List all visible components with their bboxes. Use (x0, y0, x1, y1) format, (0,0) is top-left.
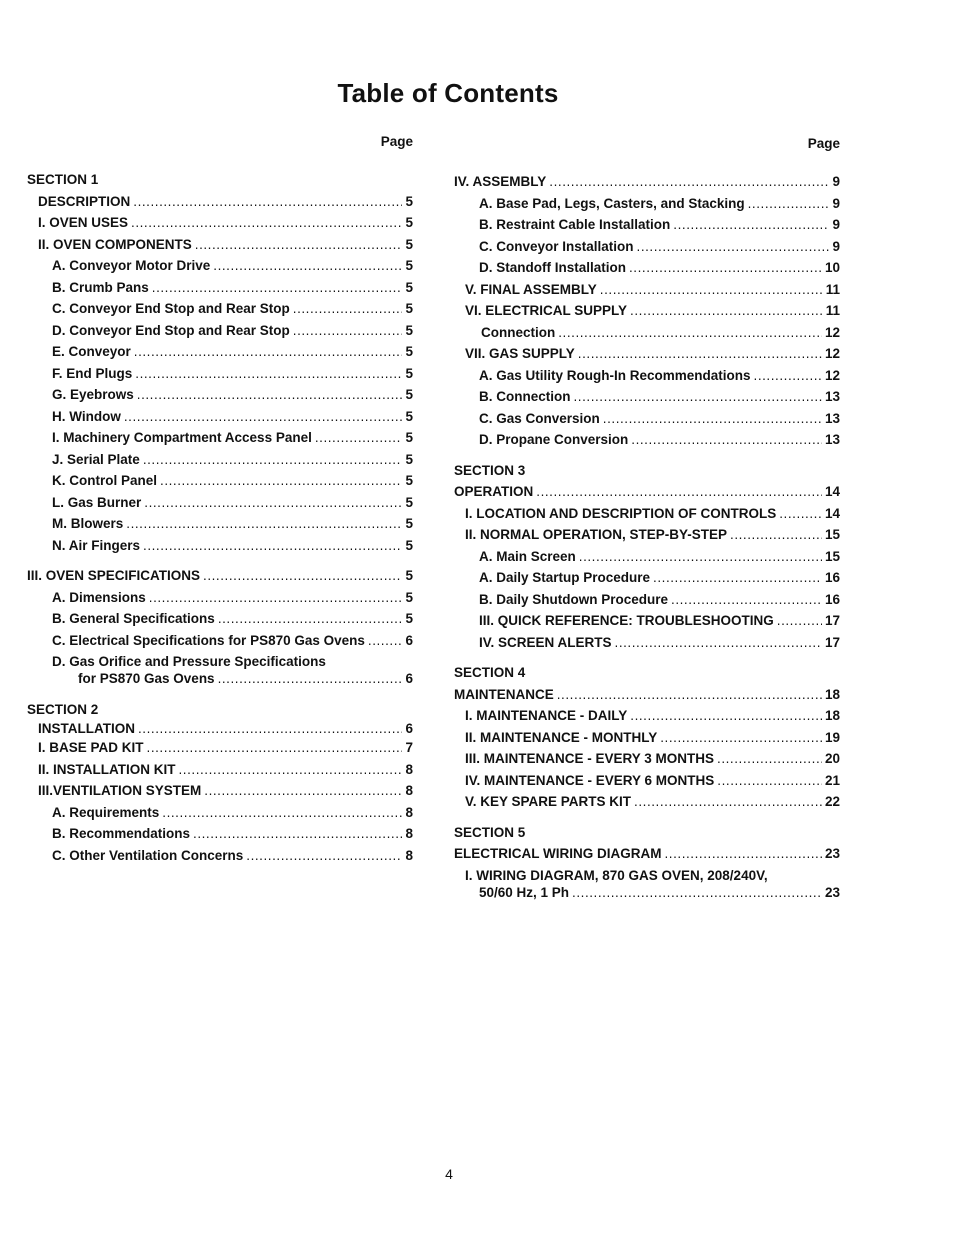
toc-entry[interactable] (27, 427, 413, 449)
toc-entry-page: 5 (405, 322, 413, 338)
toc-entry-page: 21 (824, 772, 840, 788)
toc-entry-page: 5 (405, 473, 413, 488)
toc-entry-page: 10 (824, 260, 840, 275)
toc-entry-label: E. Conveyor (52, 344, 131, 359)
toc-entry-page: 17 (824, 634, 840, 650)
toc-entry-page: 14 (824, 484, 840, 499)
toc-entry-label: IV. ASSEMBLY (454, 174, 547, 189)
toc-entry[interactable] (27, 587, 413, 609)
toc-entry[interactable] (27, 823, 413, 845)
dot-leader (630, 705, 822, 727)
dot-leader (149, 587, 403, 609)
toc-entry[interactable] (454, 843, 840, 865)
toc-entry-label: C. Conveyor End Stop and Rear Stop (52, 301, 290, 316)
toc-entry-page: 23 (824, 884, 840, 900)
toc-entry-label: A. Dimensions (52, 589, 146, 605)
toc-entry-first-line[interactable]: I. WIRING DIAGRAM, 870 GAS OVEN, 208/240V, (465, 867, 768, 883)
toc-entry[interactable] (454, 589, 840, 611)
toc-entry[interactable] (27, 255, 413, 277)
toc-entry-page: 5 (405, 258, 413, 273)
dot-leader (131, 212, 402, 234)
dot-leader (603, 408, 822, 430)
toc-entry-label: MAINTENANCE (454, 686, 554, 702)
toc-entry[interactable] (27, 668, 413, 690)
toc-entry[interactable] (454, 567, 840, 589)
dot-leader (204, 780, 402, 802)
dot-leader (134, 341, 403, 363)
toc-entry[interactable] (27, 630, 413, 652)
toc-entry[interactable] (454, 748, 840, 770)
toc-entry-page: 5 (405, 193, 413, 209)
toc-entry-label: I. OVEN USES (38, 215, 129, 230)
dot-leader (634, 791, 822, 813)
dot-leader (615, 632, 822, 654)
toc-entry-page: 12 (824, 346, 840, 361)
toc-entry[interactable] (27, 212, 413, 234)
toc-entry-label: B. Crumb Pans (52, 279, 149, 295)
toc-entry[interactable] (27, 492, 413, 514)
dot-leader (126, 513, 402, 535)
toc-entry-label: III. MAINTENANCE - EVERY 3 MONTHS (465, 751, 715, 766)
toc-entry-label: M. Blowers (52, 516, 124, 531)
toc-entry[interactable] (454, 791, 840, 813)
toc-entry[interactable] (27, 449, 413, 471)
dot-leader (717, 748, 822, 770)
toc-entry-page: 6 (405, 721, 413, 736)
toc-entry-page: 13 (824, 410, 840, 426)
toc-entry-page: 8 (405, 783, 413, 798)
toc-entry[interactable] (454, 343, 840, 365)
toc-entry-page: 17 (824, 613, 840, 628)
toc-entry-page: 8 (405, 761, 413, 777)
toc-entry-label: III.VENTILATION SYSTEM (38, 783, 202, 798)
toc-entry-page: 22 (824, 794, 840, 809)
dot-leader (653, 567, 822, 589)
dot-leader (218, 668, 403, 690)
page-number: 4 (445, 1166, 453, 1182)
toc-entry-page: 5 (405, 408, 413, 424)
toc-entry-page: 5 (405, 430, 413, 445)
toc-entry[interactable] (454, 257, 840, 279)
dot-leader (213, 255, 402, 277)
dot-leader (578, 343, 822, 365)
toc-entry[interactable] (454, 365, 840, 387)
section-heading: SECTION 1 (27, 172, 99, 187)
toc-entry-page: 11 (825, 303, 840, 318)
section-heading: SECTION 5 (454, 824, 526, 840)
toc-entry-page: 13 (824, 432, 840, 447)
toc-entry-page: 5 (405, 451, 413, 467)
toc-entry-label: N. Air Fingers (52, 537, 141, 553)
toc-entry-page: 5 (405, 215, 413, 230)
toc-entry-page: 8 (405, 826, 413, 841)
toc-entry[interactable] (27, 320, 413, 342)
toc-entry-first-line[interactable]: D. Gas Orifice and Pressure Specifications (52, 654, 326, 669)
dot-leader (536, 481, 822, 503)
toc-entry-page: 15 (824, 548, 840, 564)
dot-leader (572, 882, 822, 904)
toc-entry-label: for PS870 Gas Ovens (78, 671, 215, 686)
toc-entry-label: C. Conveyor Installation (479, 238, 634, 254)
toc-entry-label: C. Gas Conversion (479, 410, 600, 426)
toc-entry-page: 12 (824, 367, 840, 383)
toc-entry-page: 16 (824, 570, 840, 585)
toc-entry-label: III. QUICK REFERENCE: TROUBLESHOOTING (479, 613, 774, 628)
toc-entry-page: 5 (405, 516, 413, 531)
toc-entry[interactable] (454, 322, 840, 344)
dot-leader (143, 449, 403, 471)
dot-leader (730, 524, 822, 546)
toc-entry-label: H. Window (52, 408, 121, 424)
toc-entry[interactable] (27, 406, 413, 428)
toc-entry[interactable] (454, 408, 840, 430)
toc-entry[interactable] (454, 214, 840, 236)
section-heading: SECTION 4 (454, 665, 526, 680)
dot-leader (246, 845, 402, 867)
toc-entry-page: 5 (405, 537, 413, 553)
toc-entry-page: 9 (832, 238, 840, 254)
spacer (27, 690, 413, 699)
toc-entry-label: II. NORMAL OPERATION, STEP-BY-STEP (465, 527, 728, 542)
toc-entry-page: 15 (824, 527, 840, 542)
toc-entry[interactable] (27, 298, 413, 320)
toc-entry[interactable] (27, 535, 413, 557)
dot-leader (135, 363, 402, 385)
toc-entry[interactable] (454, 632, 840, 654)
toc-entry-page: 7 (405, 740, 413, 755)
toc-entry-page: 5 (405, 494, 413, 510)
toc-entry-label: I. MAINTENANCE - DAILY (465, 708, 628, 723)
toc-entry[interactable] (454, 524, 840, 546)
toc-entry[interactable] (454, 193, 840, 215)
dot-leader (574, 386, 822, 408)
toc-entry-label: DESCRIPTION (38, 193, 131, 209)
toc-entry-page: 12 (824, 324, 840, 340)
toc-entry-label: I. Machinery Compartment Access Panel (52, 430, 312, 445)
toc-entry-label: J. Serial Plate (52, 451, 140, 467)
toc-entry[interactable] (454, 684, 840, 706)
toc-entry[interactable] (454, 300, 840, 322)
toc-entry-label: A. Gas Utility Rough-In Recommendations (479, 367, 751, 383)
toc-entry-page: 13 (824, 389, 840, 404)
spacer (454, 653, 840, 662)
dot-leader (162, 802, 402, 824)
dot-leader (143, 535, 402, 557)
toc-entry-label: IV. SCREEN ALERTS (479, 634, 612, 650)
toc-entry-label: A. Requirements (52, 804, 160, 820)
toc-entry-page: 5 (405, 611, 413, 626)
toc-entry-page: 8 (405, 847, 413, 863)
toc-entry-label: IV. MAINTENANCE - EVERY 6 MONTHS (465, 772, 715, 788)
toc-entry-label: 50/60 Hz, 1 Ph (479, 884, 570, 900)
toc-entry[interactable] (454, 236, 840, 258)
toc-entry-page: 5 (405, 365, 413, 381)
toc-entry[interactable] (27, 565, 413, 587)
spacer (454, 813, 840, 822)
toc-entry-label: VI. ELECTRICAL SUPPLY (465, 303, 628, 318)
dot-leader (673, 214, 829, 236)
toc-entry-label: I. LOCATION AND DESCRIPTION OF CONTROLS (465, 505, 777, 521)
toc-entry-label: A. Base Pad, Legs, Casters, and Stacking (479, 195, 745, 211)
section-heading: SECTION 2 (27, 701, 99, 717)
toc-entry-page: 9 (832, 217, 840, 232)
toc-entry[interactable] (454, 727, 840, 749)
toc-entry-label: ELECTRICAL WIRING DIAGRAM (454, 846, 662, 861)
dot-leader (754, 365, 822, 387)
toc-entry-page: 6 (405, 632, 413, 648)
toc-entry[interactable] (27, 845, 413, 867)
toc-entry[interactable] (454, 481, 840, 503)
toc-entry[interactable] (27, 470, 413, 492)
toc-entry-page: 16 (824, 591, 840, 607)
spacer (454, 451, 840, 460)
toc-entry-label: II. MAINTENANCE - MONTHLY (465, 729, 658, 745)
toc-entry-page: 5 (405, 301, 413, 316)
dot-leader (748, 193, 830, 215)
dot-leader (133, 191, 402, 213)
toc-entry-page: 6 (405, 671, 413, 686)
toc-entry[interactable] (27, 759, 413, 781)
toc-entry-label: INSTALLATION (38, 721, 135, 736)
dot-leader (557, 684, 822, 706)
toc-entry[interactable] (454, 610, 840, 632)
dot-leader (144, 492, 402, 514)
dot-leader (368, 630, 403, 652)
toc-entry[interactable] (27, 608, 413, 630)
toc-entry-page: 9 (832, 174, 840, 189)
toc-entry-label: II. INSTALLATION KIT (38, 761, 176, 777)
dot-leader (558, 322, 822, 344)
toc-entry-label: B. Connection (479, 389, 571, 404)
dot-leader (160, 470, 402, 492)
dot-leader (203, 565, 402, 587)
toc-entry-label: B. Recommendations (52, 826, 191, 841)
dot-leader (629, 257, 822, 279)
toc-entry-label: K. Control Panel (52, 473, 158, 488)
toc-entry-label: F. End Plugs (52, 365, 133, 381)
toc-entry-label: G. Eyebrows (52, 387, 134, 402)
toc-entry-page: 5 (405, 344, 413, 359)
toc-entry-label: A. Conveyor Motor Drive (52, 258, 211, 273)
toc-entry-label: C. Other Ventilation Concerns (52, 847, 244, 863)
toc-entry-page: 5 (405, 236, 413, 252)
toc-entry-label: V. FINAL ASSEMBLY (465, 281, 597, 297)
toc-entry-page: 9 (832, 195, 840, 211)
toc-entry-label: C. Electrical Specifications for PS870 Gas Ovens (52, 632, 365, 648)
toc-entry[interactable] (27, 780, 413, 802)
toc-entry[interactable] (27, 277, 413, 299)
dot-leader (660, 727, 822, 749)
toc-entry[interactable] (454, 770, 840, 792)
dot-leader (138, 720, 402, 737)
toc-entry-label: D. Conveyor End Stop and Rear Stop (52, 322, 290, 338)
toc-entry-label: L. Gas Burner (52, 494, 142, 510)
dot-leader (671, 589, 822, 611)
dot-leader (549, 171, 829, 193)
dot-leader (777, 610, 822, 632)
toc-entry-label: B. Daily Shutdown Procedure (479, 591, 669, 607)
toc-entry-label: B. Restraint Cable Installation (479, 217, 671, 232)
dot-leader (179, 759, 403, 781)
toc-entry-label: Connection (481, 324, 556, 340)
toc-entry-label: I. BASE PAD KIT (38, 740, 144, 755)
toc-entry-label: D. Standoff Installation (479, 260, 626, 275)
dot-leader (124, 406, 403, 428)
dot-leader (631, 429, 822, 451)
page-title: Table of Contents (337, 78, 559, 108)
toc-entry-page: 20 (824, 751, 840, 766)
section-heading: SECTION 3 (454, 462, 526, 478)
dot-leader (147, 737, 403, 759)
toc-entry[interactable] (454, 386, 840, 408)
toc-entry[interactable] (27, 737, 413, 759)
toc-left-column (27, 133, 413, 866)
dot-leader (152, 277, 403, 299)
toc-entry-page: 14 (824, 505, 840, 521)
toc-entry-label: D. Propane Conversion (479, 432, 629, 447)
toc-entry-page: 5 (405, 589, 413, 605)
toc-entry-page: 23 (824, 846, 840, 861)
toc-entry-page: 18 (824, 686, 840, 702)
toc-entry[interactable] (27, 720, 413, 737)
toc-entry-label: B. General Specifications (52, 611, 215, 626)
dot-leader (630, 300, 823, 322)
toc-entry-page: 5 (405, 568, 413, 583)
toc-entry-label: A. Daily Startup Procedure (479, 570, 651, 585)
toc-entry[interactable] (27, 513, 413, 535)
dot-leader (293, 298, 403, 320)
toc-right-column (454, 135, 840, 903)
dot-leader (600, 279, 823, 301)
dot-leader (579, 546, 822, 568)
toc-entry-label: OPERATION (454, 484, 534, 499)
toc-entry-label: VII. GAS SUPPLY (465, 346, 575, 361)
toc-entry-label: V. KEY SPARE PARTS KIT (465, 794, 632, 809)
toc-entry-page: 5 (405, 387, 413, 402)
toc-entry-page: 18 (824, 708, 840, 723)
dot-leader (779, 503, 822, 525)
dot-leader (193, 823, 402, 845)
page-column-header: Page (380, 134, 413, 149)
toc-entry[interactable] (454, 429, 840, 451)
spacer (27, 556, 413, 565)
toc-entry[interactable] (27, 191, 413, 213)
toc-entry-page: 11 (825, 281, 840, 297)
toc-entry[interactable] (454, 503, 840, 525)
toc-entry[interactable] (454, 279, 840, 301)
toc-entry[interactable] (27, 234, 413, 256)
toc-entry-label: III. OVEN SPECIFICATIONS (27, 568, 201, 583)
dot-leader (665, 843, 822, 865)
dot-leader (137, 384, 403, 406)
dot-leader (195, 234, 403, 256)
dot-leader (717, 770, 822, 792)
dot-leader (315, 427, 403, 449)
page-column-header: Page (807, 136, 840, 151)
toc-entry[interactable] (454, 882, 840, 904)
toc-entry-label: A. Main Screen (479, 548, 576, 564)
toc-entry[interactable] (27, 802, 413, 824)
toc-entry-page: 19 (824, 729, 840, 745)
toc-entry[interactable] (454, 705, 840, 727)
toc-entry[interactable] (454, 171, 840, 193)
dot-leader (637, 236, 830, 258)
toc-entry[interactable] (454, 546, 840, 568)
toc-entry-label: II. OVEN COMPONENTS (38, 236, 192, 252)
toc-entry[interactable] (27, 384, 413, 406)
toc-entry[interactable] (27, 341, 413, 363)
toc-entry-page: 5 (405, 279, 413, 295)
dot-leader (293, 320, 403, 342)
toc-entry-page: 8 (405, 804, 413, 820)
toc-entry[interactable] (27, 363, 413, 385)
dot-leader (218, 608, 403, 630)
